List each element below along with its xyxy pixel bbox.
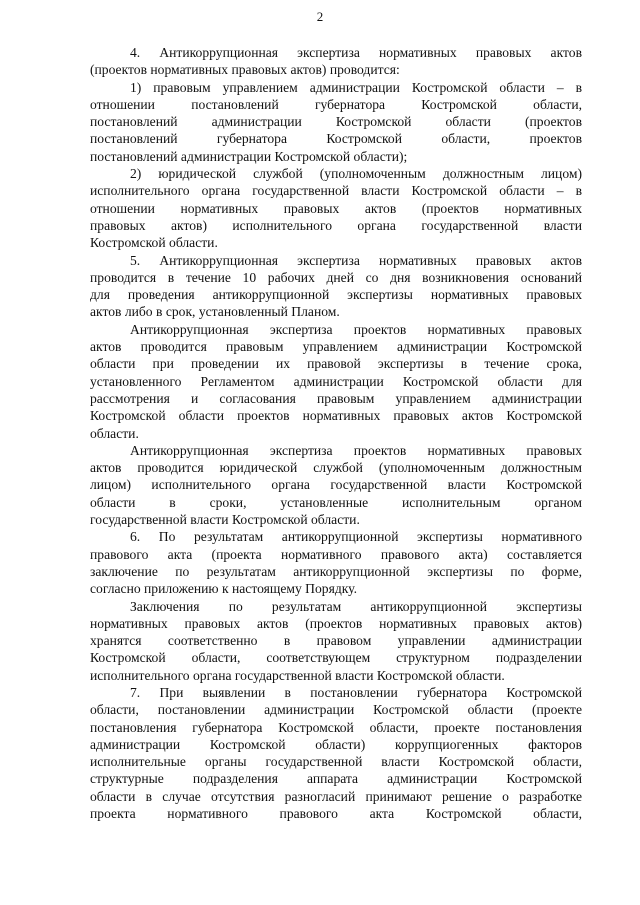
text-line: постановлений администрации Костромской области (проектов — [90, 114, 582, 130]
text-line: для проведения антикоррупционной экспертизы нормативных правовых — [90, 287, 582, 303]
text-line: области в сроки, установленные исполнительным органом — [90, 494, 582, 510]
text-line: 5. Антикоррупционная экспертиза нормативных правовых актов — [130, 252, 582, 268]
text-line: постановления губернатора Костромской области, проекте постановления — [90, 719, 582, 735]
text-line: отношении нормативных правовых актов (проектов нормативных — [90, 200, 582, 216]
text-line: 1) правовым управлением администрации Костромской области – в — [130, 79, 582, 95]
text-line: актов либо в срок, установленный Планом. — [90, 304, 340, 320]
text-line: области, постановлении администрации Костромской области (проекте — [90, 702, 582, 718]
text-line: структурные подразделения аппарата администрации Костромской — [90, 771, 582, 787]
text-line: актов проводится правовым управлением администрации Костромской — [90, 339, 582, 355]
text-line: постановлений губернатора Костромской области, проектов — [90, 131, 582, 147]
text-line: правового акта (проекта нормативного правового акта) составляется — [90, 546, 582, 562]
text-line: Антикоррупционная экспертиза проектов нормативных правовых — [130, 321, 582, 337]
text-line: исполнительного органа государственной власти Костромской области. — [90, 667, 505, 683]
text-line: администрации Костромской области) коррупциогенных факторов — [90, 736, 582, 752]
text-line: хранятся соответственно в правовом управлении администрации — [90, 633, 582, 649]
text-line: 7. При выявлении в постановлении губернатора Костромской — [130, 684, 582, 700]
text-line: нормативных правовых актов (проектов нормативных правовых актов) — [90, 615, 582, 631]
text-line: заключение по результатам антикоррупционной экспертизы по форме, — [90, 563, 582, 579]
text-line: Костромской области. — [90, 235, 218, 251]
text-line: исполнительного органа государственной власти Костромской области – в — [90, 183, 582, 199]
text-line: Заключения по результатам антикоррупционной экспертизы — [130, 598, 582, 614]
text-line: Антикоррупционная экспертиза проектов нормативных правовых — [130, 442, 582, 458]
text-line: рассмотрения и согласования правовым управлением администрации — [90, 390, 582, 406]
text-line: постановлений администрации Костромской области); — [90, 148, 408, 164]
text-line: исполнительные органы государственной власти Костромской области, — [90, 754, 582, 770]
text-line: установленного Регламентом администрации Костромской области для — [90, 373, 582, 389]
text-line: области в случае отсутствия разногласий принимают решение о разработке — [90, 788, 582, 804]
text-line: 2) юридической службой (уполномоченным должностным лицом) — [130, 166, 582, 182]
document-body — [90, 44, 582, 822]
text-line: Костромской области, соответствующем структурном подразделении — [90, 650, 582, 666]
text-line: Костромской области проектов нормативных правовых актов Костромской — [90, 408, 582, 424]
text-line: согласно приложению к настоящему Порядку. — [90, 581, 357, 597]
text-line: актов проводится юридической службой (уполномоченным должностным — [90, 460, 582, 476]
text-line: государственной власти Костромской области. — [90, 512, 360, 528]
text-line: 4. Антикоррупционная экспертиза нормативных правовых актов — [130, 45, 582, 60]
page-number: 2 — [316, 9, 324, 24]
text-line: 6. По результатам антикоррупционной экспертизы нормативного — [130, 529, 582, 545]
text-line: проекта нормативного правового акта Костромской области, — [90, 806, 582, 822]
text-line: лицом) исполнительного органа государственной власти Костромской — [90, 477, 582, 493]
text-line: проводится в течение 10 рабочих дней со дня возникновения оснований — [90, 269, 582, 285]
text-line: (проектов нормативных правовых актов) проводится: — [90, 62, 400, 78]
text-line: отношении постановлений губернатора Костромской области, — [90, 96, 582, 112]
text-line: области. — [90, 425, 139, 441]
text-line: области при проведении их правовой экспертизы в течение срока, — [90, 356, 582, 372]
text-line: правовых актов) исполнительного органа государственной власти — [90, 217, 582, 233]
